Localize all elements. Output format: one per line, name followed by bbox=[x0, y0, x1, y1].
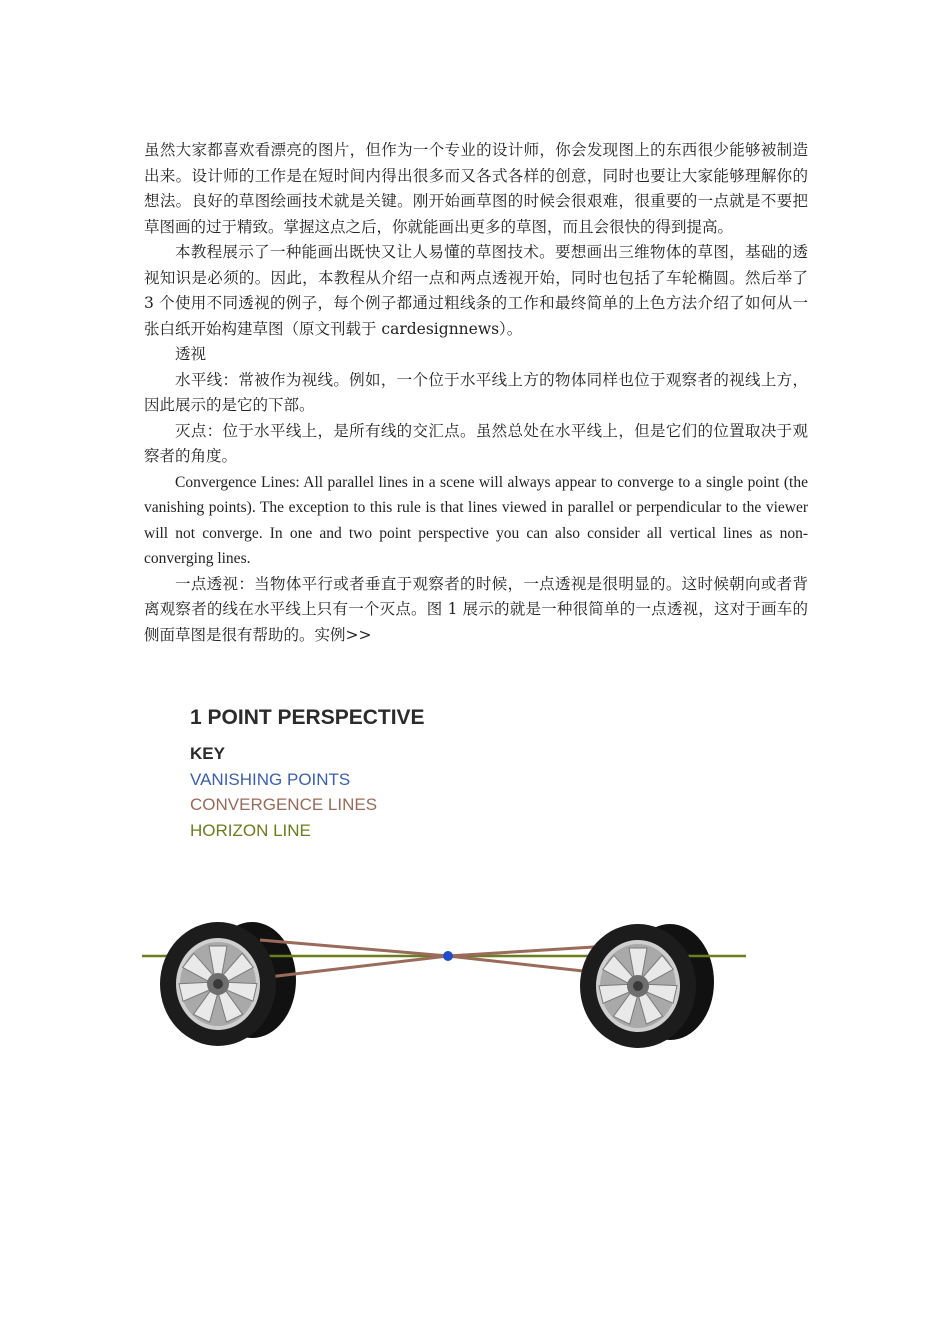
convergence-line-right-upper bbox=[448, 946, 610, 956]
perspective-diagram bbox=[140, 900, 780, 1060]
paragraph-tutorial: 本教程展示了一种能画出既快又让人易懂的草图技术。要想画出三维物体的草图，基础的透视知识是必须的。因此，本教程从介绍一点和两点透视开始，同时也包括了车轮椭圆。然后举了 3 个使用不同透视的例子，每个例子都通过粗线条的工作和最终简单的上色方法介绍了如何从一张白纸开始构建草图（原文刊载于 cardesignnews）。 bbox=[144, 243, 808, 338]
paragraph-horizon: 水平线：常被作为视线。例如，一个位于水平线上方的物体同样也位于观察者的视线上方，因此展示的是它的下部。 bbox=[144, 370, 808, 414]
body-text bbox=[144, 138, 808, 648]
wheel-left-icon bbox=[160, 922, 276, 1046]
paragraph-intro: 虽然大家都喜欢看漂亮的图片，但作为一个专业的设计师，你会发现图上的东西很少能够被制造出来。设计师的工作是在短时间内得出很多而又各式各样的创意，同时也要让大家能够理解你的想法。良好的草图绘画技术就是关键。刚开始画草图的时候会很艰难，很重要的一点就是不要把草图画的过于精致。掌握这点之后，你就能画出更多的草图，而且会很快的得到提高。 bbox=[144, 141, 808, 236]
perspective-figure bbox=[140, 700, 780, 1060]
wheel-right-icon bbox=[580, 924, 696, 1048]
figure-title: 1 POINT PERSPECTIVE bbox=[190, 706, 425, 729]
legend-horizon-line: HORIZON LINE bbox=[190, 821, 311, 840]
paragraph-one-point: 一点透视：当物体平行或者垂直于观察者的时候，一点透视是很明显的。这时候朝向或者背离观察者的线在水平线上只有一个灭点。图 1 展示的就是一种很简单的一点透视，这对于画车的侧面草图是很有帮助的。实例>> bbox=[144, 574, 808, 644]
paragraph-vanishing: 灭点：位于水平线上，是所有线的交汇点。虽然总处在水平线上，但是它们的位置取决于观察者的角度。 bbox=[144, 421, 808, 465]
legend-vanishing-points: VANISHING POINTS bbox=[190, 770, 351, 789]
heading-perspective: 透视 bbox=[175, 345, 207, 363]
paragraph-convergence: Convergence Lines: All parallel lines in a scene will always appear to converge to a single point (the vanishing points). The exception to this rule is that lines viewed in parallel or perpendicular to the viewer will not converge. In one and two point perspective you can also consider all vertical lines as non-converging lines. bbox=[144, 473, 808, 567]
vanishing-point-icon bbox=[443, 951, 453, 961]
legend-key-label: KEY bbox=[190, 744, 225, 763]
legend-convergence-lines: CONVERGENCE LINES bbox=[190, 795, 378, 814]
